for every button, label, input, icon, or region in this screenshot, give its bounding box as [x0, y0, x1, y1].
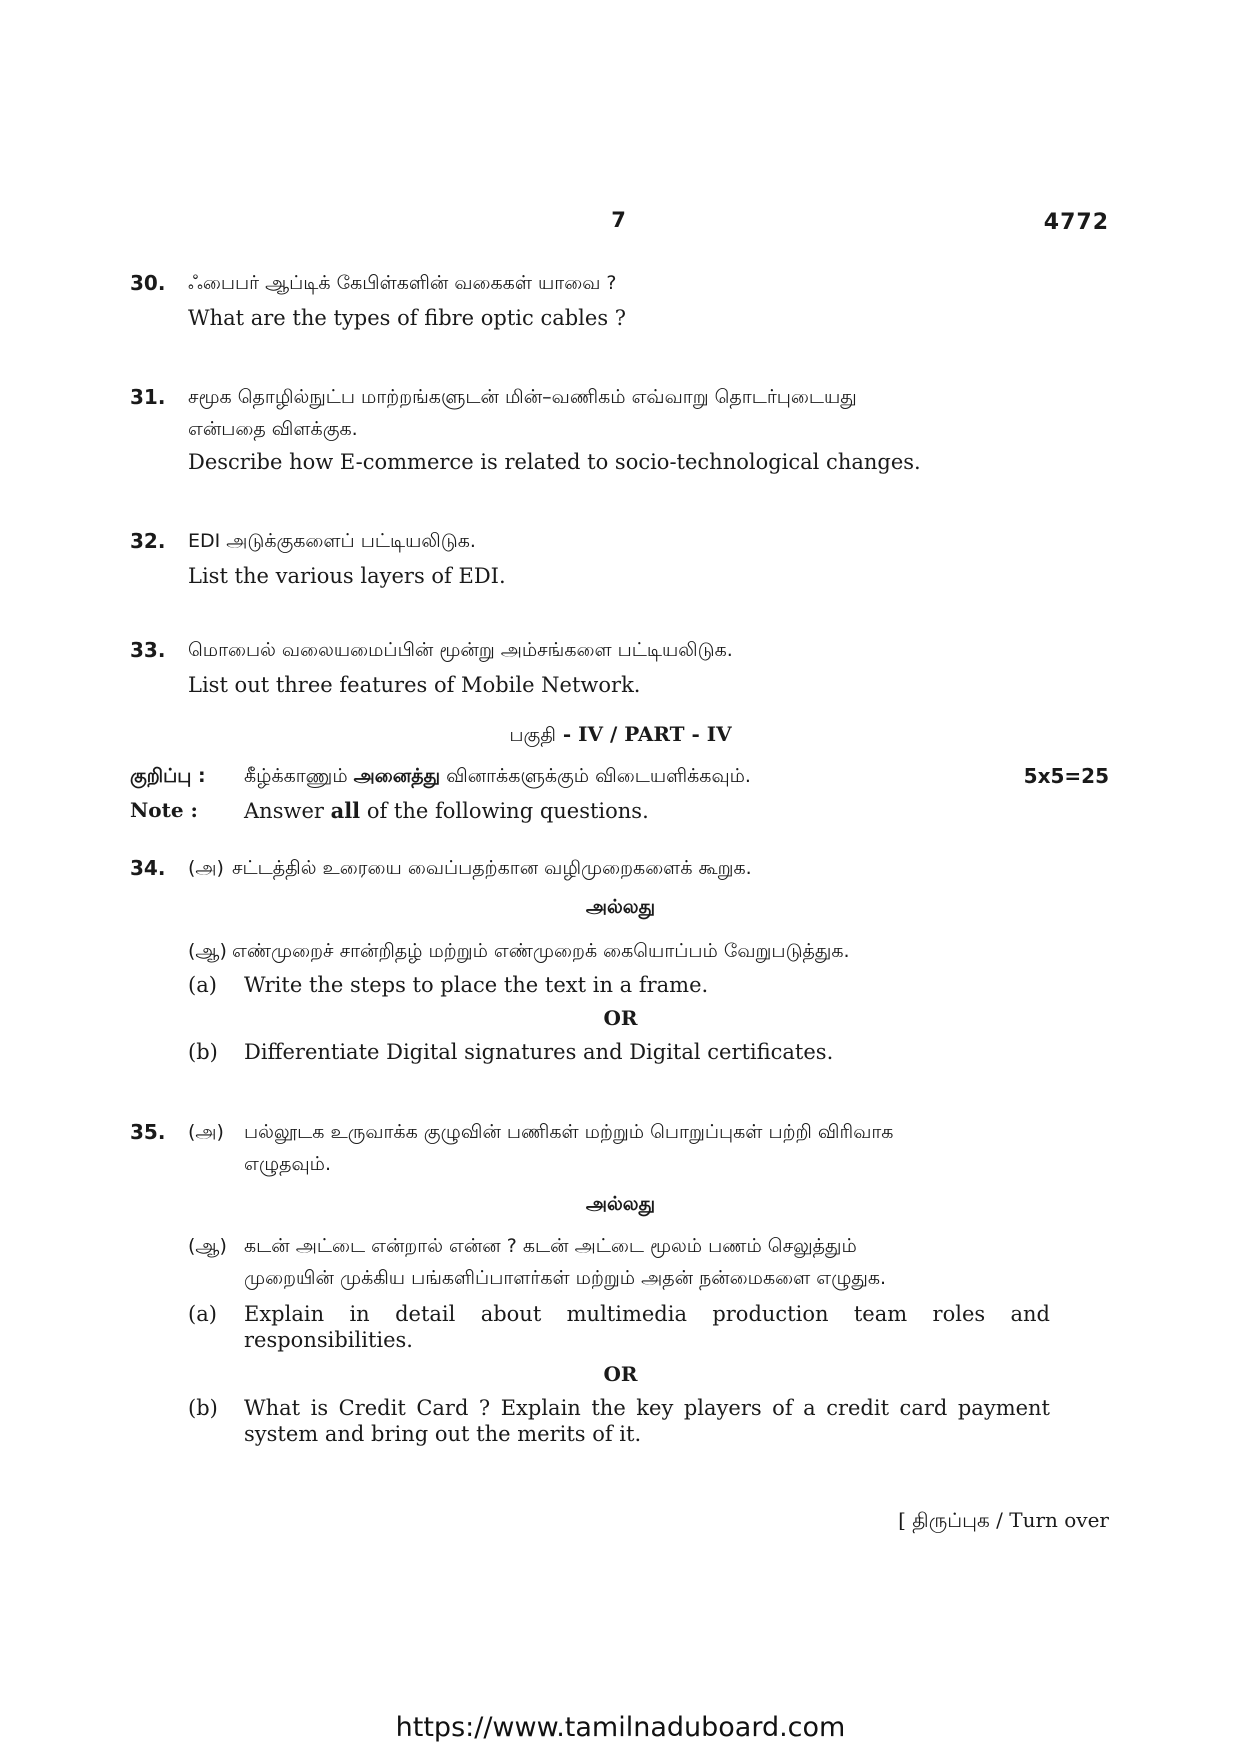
q35-a-english-line1: Explain in detail about multimedia production team roles and: [244, 1302, 1050, 1326]
q35-b-label: (b): [188, 1396, 218, 1420]
q35-b-tamil-line1: கடன் அட்டை என்றால் என்ன ? கடன் அட்டை மூலம் பணம் செலுத்தும்: [244, 1235, 857, 1257]
part-heading-sep: -: [555, 722, 579, 746]
part-heading-label: IV / PART - IV: [578, 722, 732, 746]
q31-tamil-line1: சமூக தொழில்நுட்ப மாற்றங்களுடன் மின்–வணிகம் எவ்வாறு தொடர்புடையது: [188, 386, 857, 408]
q34-a-tamil-label: (அ): [188, 857, 224, 879]
footer-url: https://www.tamilnaduboard.com: [395, 1712, 846, 1743]
q34-or-tamil: அல்லது: [585, 896, 656, 918]
q34-a-label: (a): [188, 973, 217, 997]
q35-a-tamil-line1: பல்லூடக உருவாக்க குழுவின் பணிகள் மற்றும் பொறுப்புகள் பற்றி விரிவாக: [244, 1121, 894, 1143]
q30-english: What are the types of fibre optic cables ?: [188, 306, 627, 330]
question-number-35: 35.: [130, 1120, 166, 1144]
page-number: 7: [611, 208, 626, 232]
q32-tamil: EDI அடுக்குகளைப் பட்டியலிடுக.: [188, 530, 476, 552]
q35-or-english: OR: [603, 1362, 638, 1386]
q33-tamil: மொபைல் வலையமைப்பின் மூன்று அம்சங்களை பட்டியலிடுக.: [188, 639, 733, 661]
q35-a-tamil-label: (அ): [188, 1121, 224, 1143]
q34-or-english: OR: [603, 1006, 638, 1030]
q30-tamil: ஃபைபர் ஆப்டிக் கேபிள்களின் வகைகள் யாவை ?: [188, 272, 617, 294]
q34-b-label: (b): [188, 1040, 218, 1064]
part-heading-tamil: பகுதி: [509, 724, 556, 746]
note-tamil: கீழ்க்காணும் அனைத்து வினாக்களுக்கும் விடையளிக்கவும்.: [244, 765, 751, 787]
question-number-34: 34.: [130, 856, 166, 880]
q35-a-label: (a): [188, 1302, 217, 1326]
q32-english: List the various layers of EDI.: [188, 564, 506, 588]
q34-a-english: Write the steps to place the text in a frame.: [244, 973, 709, 997]
q34-b-english: Differentiate Digital signatures and Digital certificates.: [244, 1040, 834, 1064]
q35-b-tamil-label: (ஆ): [188, 1235, 227, 1257]
q35-or-tamil: அல்லது: [585, 1193, 656, 1215]
q34-a-tamil: சட்டத்தில் உரையை வைப்பதற்கான வழிமுறைகளைக் கூறுக.: [232, 857, 752, 879]
question-number-30: 30.: [130, 271, 166, 295]
note-english: Answer all of the following questions.: [244, 798, 649, 823]
note-label-tamil: குறிப்பு :: [130, 765, 206, 787]
q35-b-english-line2: system and bring out the merits of it.: [244, 1422, 642, 1446]
q33-english: List out three features of Mobile Network.: [188, 673, 641, 697]
paper-code: 4772: [1043, 210, 1109, 235]
q35-b-english-line1: What is Credit Card ? Explain the key players of a credit card payment: [244, 1396, 1050, 1420]
part-heading: [0, 722, 1241, 749]
question-number-32: 32.: [130, 529, 166, 553]
q34-b-tamil: எண்முறைச் சான்றிதழ் மற்றும் எண்முறைக் கையொப்பம் வேறுபடுத்துக.: [232, 940, 850, 962]
q31-english: Describe how E-commerce is related to socio-technological changes.: [188, 450, 921, 474]
q35-a-tamil-line2: எழுதவும்.: [244, 1153, 332, 1175]
question-number-33: 33.: [130, 638, 166, 662]
q35-b-tamil-line2: முறையின் முக்கிய பங்களிப்பாளர்கள் மற்றும் அதன் நன்மைகளை எழுதுக.: [244, 1267, 887, 1289]
question-number-31: 31.: [130, 385, 166, 409]
note-label-english: Note :: [130, 798, 198, 822]
q31-tamil-line2: என்பதை விளக்குக.: [188, 418, 358, 440]
q35-a-english-line2: responsibilities.: [244, 1328, 413, 1352]
turn-over: [ திருப்புக / Turn over: [898, 1508, 1109, 1532]
q34-b-tamil-label: (ஆ): [188, 940, 227, 962]
marks: 5x5=25: [1023, 764, 1109, 788]
